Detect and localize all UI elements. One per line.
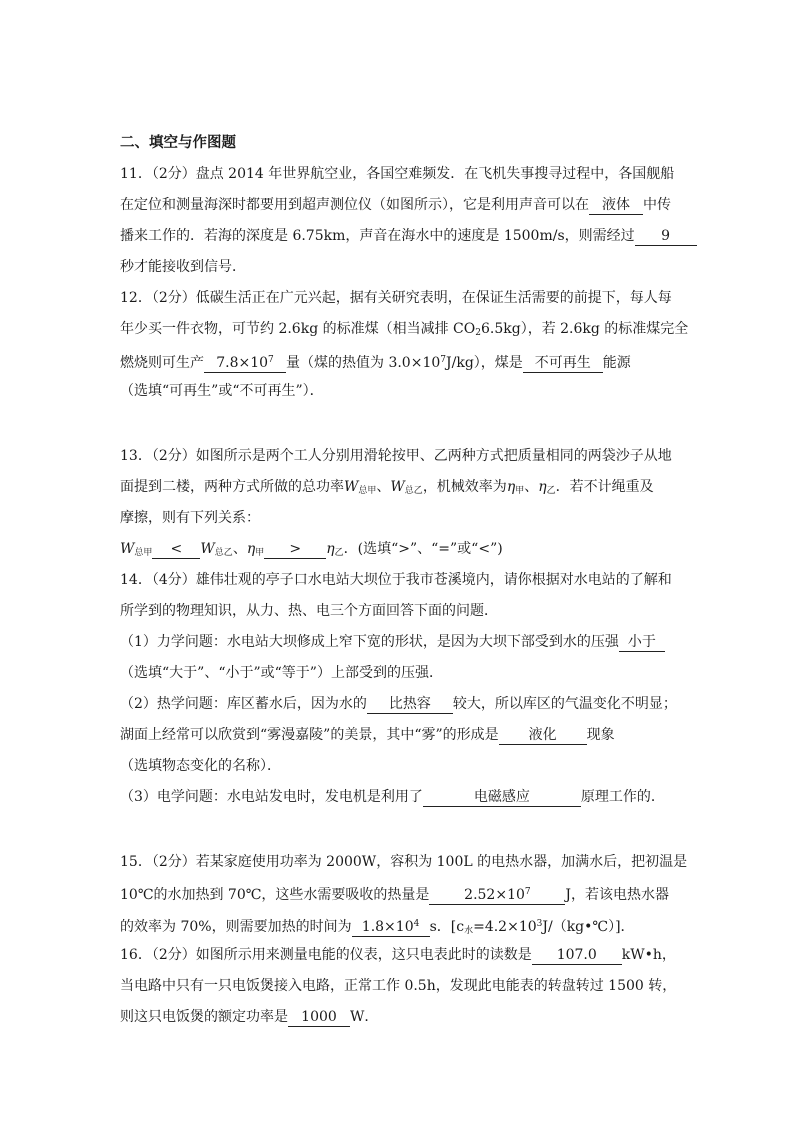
q13-line-1: 13．（2分）如图所示是两个工人分别用滑轮按甲、乙两种方式把质量相同的两袋沙子从地 — [120, 448, 672, 464]
section-title: 二、填空与作图题 — [120, 135, 236, 151]
q14-part1-line-2: （选填“大于”、“小于”或“等于”）上部受到的压强． — [120, 665, 443, 681]
q15-answer-2: $1.8\times 10^4$ — [352, 915, 430, 937]
q11-answer-2: 9 — [635, 227, 697, 246]
q11-line-3: 播来工作的．若海的深度是 6.75km，声音在海水中的速度是 1500m/s，则需经过 9 — [120, 226, 680, 246]
q14-answer-2: 比热容 — [367, 695, 453, 714]
q12-line-3: 燃烧则可生产 $7.8\times 10^7$ 量（煤的热值为 $3.0\times 10^7J/kg$），煤是 不可再生 能源 — [120, 350, 680, 373]
q11-line-1: 11．（2分）盘点 2014 年世界航空业，各国空难频发．在飞机失事搜寻过程中，各国舰船 — [120, 166, 675, 182]
q16-answer-1: 107.0 — [532, 946, 622, 965]
q14-part2-line-2: 湖面上经常可以欣赏到“雾漫嘉陵”的美景，其中“雾”的形成是 液化 现象 — [120, 727, 615, 743]
q14-part3-line-1: （3）电学问题：水电站发电时，发电机是利用了 电磁感应 原理工作的． — [120, 789, 665, 805]
q15-line-2: 10℃的水加热到 70℃，这些水需要吸收的热量是 $2.52\times 10^7$ J，若该电热水器 — [120, 883, 680, 905]
q14-part2-line-3: （选填物态变化的名称）． — [120, 758, 281, 774]
q12-line-1: 12．（2分）低碳生活正在广元兴起，据有关研究表明，在保证生活需要的前提下，每人每 — [120, 290, 672, 306]
q14-answer-3: 液化 — [499, 726, 587, 745]
q11-line-2: 在定位和测量海深时都要用到超声测位仪（如图所示），它是利用声音可以在 液体 中传 — [120, 197, 671, 213]
q12-answer-1: $7.8\times 10^7$ — [204, 351, 286, 373]
q16-line-3: 则这只电饭煲的额定功率是 1000 W． — [120, 1009, 379, 1025]
q13-answer-2: > — [264, 540, 326, 559]
q13-line-3: 摩擦，则有下列关系： — [120, 510, 260, 526]
q14-answer-4: 电磁感应 — [423, 788, 581, 807]
q16-line-1: 16．（2分）如图所示用来测量电能的仪表，这只电表此时的读数是 107.0 kW•h， — [120, 947, 676, 963]
q14-line-2: 所学到的物理知识，从力、热、电三个方面回答下面的问题． — [120, 603, 498, 619]
q13-answer-1: < — [152, 540, 200, 559]
q12-answer-2: 不可再生 — [523, 354, 603, 373]
q11-line-4: 秒才能接收到信号． — [120, 259, 246, 275]
q15-line-1: 15．（2分）若某家庭使用功率为 2000W，容积为 100L 的电热水器，加满水后，把初温是 — [120, 854, 688, 870]
q14-line-1: 14．（4分）雄伟壮观的亭子口水电站大坝位于我市苍溪境内，请你根据对水电站的了解和 — [120, 572, 672, 588]
q12-line-2: 年少买一件衣物，可节约 2.6kg 的标准煤（相当减排 $CO_26.5kg$），若 2.6kg 的标准煤完全 — [120, 321, 689, 338]
q14-part2-line-1: （2）热学问题：库区蓄水后，因为水的 比热容 较大，所以库区的气温变化不明显； — [120, 696, 677, 712]
q11-answer-1: 液体 — [589, 196, 643, 215]
q14-part1-line-1: （1）力学问题：水电站大坝修成上窄下宽的形状，是因为大坝下部受到水的压强 小于 — [120, 632, 680, 652]
q14-answer-1: 小于 — [619, 633, 665, 652]
q15-line-3: 的效率为 70%，则需要加热的时间为 $1.8\times 10^4$ s．$[c_水=4.2\times 10^3J/(kg•℃)]$． — [120, 914, 680, 941]
q13-line-2: 面提到二楼，两种方式所做的总功率$W_{总甲}$、$W_{总乙}$，机械效率为$\eta_甲$、$\eta_乙$．若不计绳重及 — [120, 479, 654, 496]
q15-answer-1: $2.52\times 10^7$ — [429, 883, 565, 905]
q12-line-4: （选填“可再生”或“不可再生”）． — [120, 383, 324, 399]
q16-line-2: 当电路中只有一只电饭煲接入电路，正常工作 0.5h，发现此电能表的转盘转过 1500 转， — [120, 978, 677, 994]
q13-line-4: $W_{总甲} < W_{总乙}$、$\eta_甲 > \eta_乙$．(选填“>”、“=”或“<”) — [120, 541, 503, 558]
q16-answer-2: 1000 — [288, 1008, 350, 1027]
